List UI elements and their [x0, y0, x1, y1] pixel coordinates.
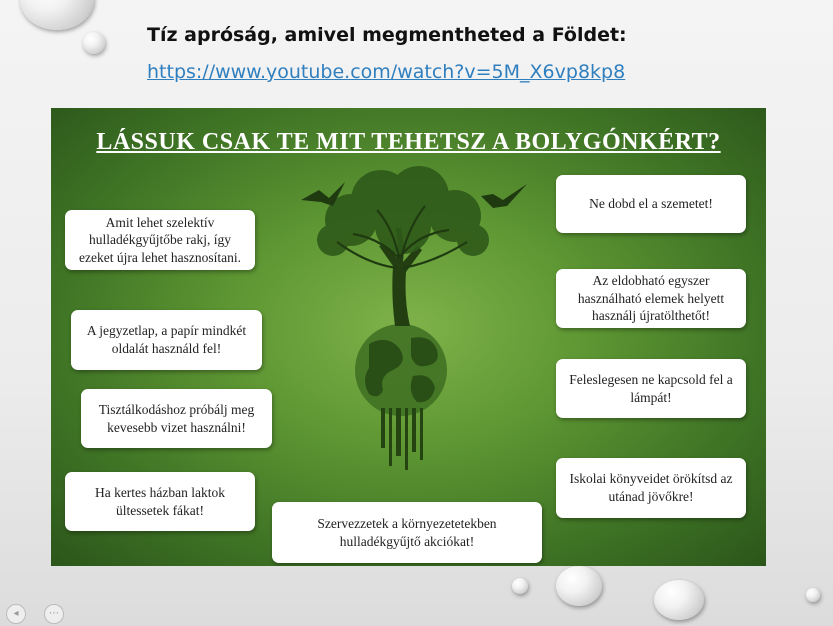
- water-drop-decoration: [83, 32, 105, 54]
- previous-slide-button[interactable]: ◂: [6, 604, 26, 624]
- water-drop-decoration: [654, 580, 704, 620]
- infographic-poster: [51, 108, 766, 566]
- slide-menu-button[interactable]: ⋯: [44, 604, 64, 624]
- tip-plant-trees: Ha kertes házban laktok ültessetek fákat!: [65, 472, 255, 531]
- slide-title: Tíz apróság, amivel megmentheted a Földet:: [147, 24, 627, 46]
- water-drop-decoration: [512, 578, 528, 594]
- video-link[interactable]: https://www.youtube.com/watch?v=5M_X6vp8kp8: [147, 61, 626, 83]
- tip-waste-collection: Szervezzetek a környezetetekben hulladékgyűjtő akciókat!: [272, 502, 542, 563]
- tip-selective-waste: Amit lehet szelektív hulladékgyűjtőbe rakj, így ezeket újra lehet hasznosítani.: [65, 210, 255, 270]
- tip-lights-off: Feleslegesen ne kapcsold fel a lámpát!: [556, 359, 746, 418]
- tip-pass-on-books: Iskolai könyveidet örökítsd az utánad jövőkre!: [556, 458, 746, 518]
- tip-paper-both-sides: A jegyzetlap, a papír mindkét oldalát használd fel!: [71, 310, 262, 370]
- poster-heading: LÁSSUK CSAK TE MIT TEHETSZ A BOLYGÓNKÉRT?: [96, 129, 721, 155]
- water-drop-decoration: [806, 588, 820, 602]
- tip-no-littering: Ne dobd el a szemetet!: [556, 175, 746, 233]
- water-drop-decoration: [556, 566, 602, 606]
- tip-less-water: Tisztálkodáshoz próbálj meg kevesebb vizet használni!: [81, 389, 272, 448]
- water-drop-decoration: [20, 0, 94, 30]
- tip-rechargeable: Az eldobható egyszer használható elemek helyett használj újratölthetőt!: [556, 269, 746, 328]
